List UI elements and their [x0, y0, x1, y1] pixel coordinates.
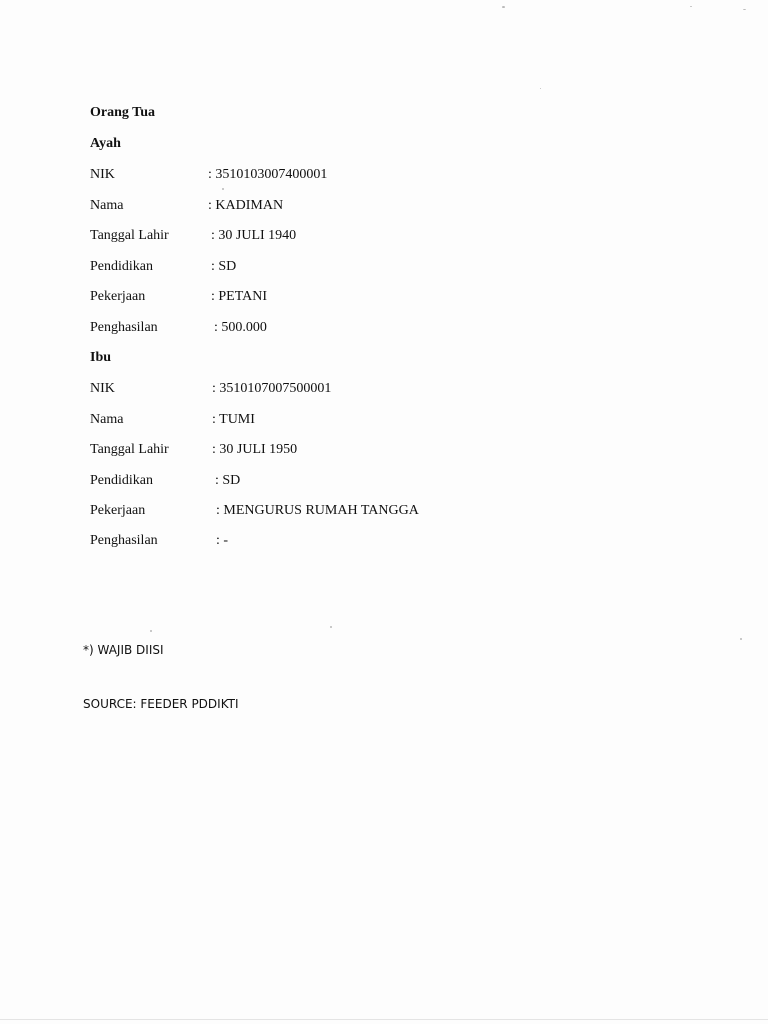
field-label: NIK — [90, 381, 115, 396]
field-label: Pekerjaan — [90, 503, 146, 518]
section-title-orang-tua: Orang Tua — [90, 105, 155, 120]
field-value: : 500.000 — [214, 320, 267, 335]
ibu-row-pendidikan — [90, 473, 650, 491]
field-label: Tanggal Lahir — [90, 442, 169, 457]
field-label: NIK — [90, 167, 115, 182]
field-value: : SD — [211, 259, 237, 274]
scan-speck — [743, 9, 746, 10]
scan-speck — [222, 188, 224, 190]
ibu-row-tanggal-lahir — [90, 442, 650, 460]
field-label: Nama — [90, 198, 124, 213]
field-label: Pendidikan — [90, 473, 153, 488]
scan-speck — [690, 6, 692, 7]
field-label: Penghasilan — [90, 320, 158, 335]
field-value: : 3510107007500001 — [212, 381, 332, 396]
ayah-row-penghasilan — [90, 320, 650, 338]
ayah-row-pekerjaan — [90, 289, 650, 307]
ibu-row-nama — [90, 412, 650, 430]
source-note: SOURCE: FEEDER PDDIKTI — [83, 697, 239, 711]
field-label: Nama — [90, 412, 124, 427]
page-bottom-edge — [0, 1019, 768, 1020]
ayah-row-pendidikan — [90, 259, 650, 277]
field-label: Penghasilan — [90, 533, 158, 548]
field-value: : PETANI — [211, 289, 268, 304]
required-note: *) WAJIB DIISI — [83, 643, 164, 657]
ibu-row-pekerjaan — [90, 503, 650, 521]
field-label: Tanggal Lahir — [90, 228, 169, 243]
ayah-row-tanggal-lahir — [90, 228, 650, 246]
ayah-row-nik — [90, 167, 650, 185]
field-value: : 3510103007400001 — [208, 167, 328, 182]
field-value: : SD — [215, 473, 241, 488]
field-label: Pendidikan — [90, 259, 153, 274]
field-value: : 30 JULI 1950 — [212, 442, 298, 457]
ayah-row-nama — [90, 198, 650, 216]
field-value: : MENGURUS RUMAH TANGGA — [216, 503, 419, 518]
scan-speck — [740, 638, 742, 640]
ibu-row-nik — [90, 381, 650, 399]
scan-speck — [150, 630, 152, 632]
scan-speck — [330, 626, 332, 628]
field-label: Pekerjaan — [90, 289, 146, 304]
heading-ibu: Ibu — [90, 350, 112, 365]
field-value: : KADIMAN — [208, 198, 284, 213]
field-value: : 30 JULI 1940 — [211, 228, 297, 243]
ibu-row-penghasilan — [90, 533, 650, 551]
field-value: : - — [216, 533, 229, 548]
heading-ayah: Ayah — [90, 136, 121, 151]
scan-speck — [540, 88, 541, 89]
field-value: : TUMI — [212, 412, 255, 427]
scan-speck — [502, 6, 505, 8]
